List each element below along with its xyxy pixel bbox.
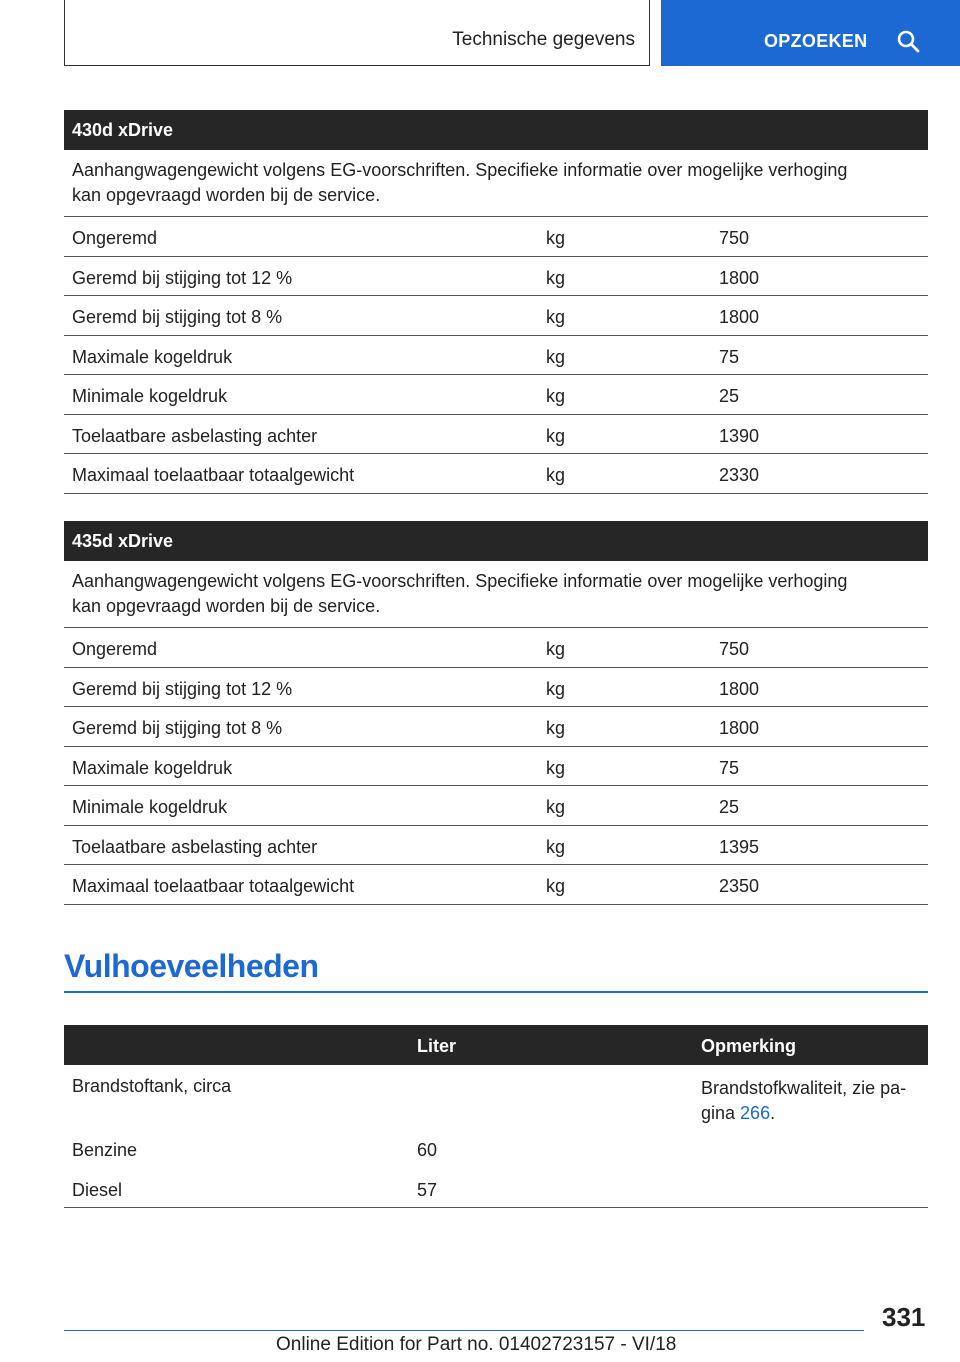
- table-row: [64, 296, 928, 336]
- row-label: Geremd bij stijging tot 12 %: [72, 267, 293, 288]
- table-row: [64, 628, 928, 668]
- row-value: 1800: [719, 267, 760, 288]
- row-unit: kg: [546, 228, 566, 248]
- row-label: Geremd bij stijging tot 8 %: [72, 718, 283, 738]
- section-divider: [64, 991, 928, 993]
- row-value: 1800: [719, 678, 760, 699]
- row-value: 25: [719, 797, 740, 817]
- table-row: [64, 668, 928, 708]
- table-row: [64, 865, 928, 905]
- table-row: [64, 1065, 928, 1129]
- table-435d: [64, 521, 928, 905]
- row-value: 2350: [719, 876, 760, 896]
- row-value: 750: [719, 639, 750, 659]
- col-header-liter: Liter: [417, 1036, 457, 1056]
- row-liter: 57: [417, 1179, 438, 1200]
- row-label: Ongeremd: [72, 639, 158, 659]
- table-430d: [64, 110, 928, 494]
- row-liter: 60: [417, 1140, 438, 1160]
- row-label: Minimale kogeldruk: [72, 797, 228, 817]
- table-row: [64, 257, 928, 297]
- row-unit: kg: [546, 465, 566, 485]
- row-label: Benzine: [72, 1140, 138, 1160]
- table-row: [64, 1169, 928, 1209]
- table-row: [64, 786, 928, 826]
- row-value: 1800: [719, 718, 760, 738]
- row-label: Brandstoftank, circa: [72, 1076, 232, 1096]
- footer-edition: Online Edition for Part no. 01402723157 - VI/18: [276, 1334, 677, 1355]
- note-prefix: gina: [701, 1103, 741, 1123]
- row-unit: kg: [546, 307, 566, 327]
- section-title: Vulhoeveelheden: [64, 948, 319, 984]
- row-label: Maximaal toelaatbaar totaalgewicht: [72, 876, 355, 896]
- note-line: Brandstofkwaliteit, zie pa-: [701, 1078, 907, 1098]
- row-unit: kg: [546, 797, 566, 817]
- row-value: 1800: [719, 307, 760, 327]
- footer-divider: [64, 1330, 864, 1331]
- table-row: [64, 415, 928, 455]
- col-header-opmerking: Opmerking: [701, 1036, 797, 1056]
- search-button-label: OPZOEKEN: [764, 31, 868, 51]
- row-label: Diesel: [72, 1179, 123, 1200]
- description-line: Aanhangwagengewicht volgens EG-voorschriften. Specifieke informatie over mogelijke verhoging: [72, 160, 848, 180]
- row-unit: kg: [546, 836, 566, 857]
- row-unit: kg: [546, 346, 566, 367]
- table-row: [64, 336, 928, 376]
- row-note: [701, 1076, 906, 1126]
- table-row: [64, 826, 928, 866]
- row-value: 2330: [719, 465, 760, 485]
- row-label: Maximale kogeldruk: [72, 757, 233, 778]
- row-unit: kg: [546, 639, 566, 659]
- row-unit: kg: [546, 718, 566, 738]
- table-header: [64, 1025, 928, 1065]
- table-row: [64, 747, 928, 787]
- row-unit: kg: [546, 386, 566, 406]
- row-label: Ongeremd: [72, 228, 158, 248]
- header-title: Technische gegevens: [452, 29, 635, 50]
- search-button[interactable]: [661, 0, 960, 66]
- row-unit: kg: [546, 757, 566, 778]
- table-row: [64, 707, 928, 747]
- table-row: [64, 375, 928, 415]
- row-value: 1395: [719, 836, 760, 857]
- table-title: 430d xDrive: [64, 110, 928, 150]
- header-title-box: [64, 0, 650, 66]
- row-value: 75: [719, 346, 740, 367]
- note-suffix: .: [770, 1103, 776, 1123]
- row-value: 1390: [719, 425, 760, 446]
- table-title: 435d xDrive: [64, 521, 928, 561]
- row-label: Geremd bij stijging tot 8 %: [72, 307, 283, 327]
- table-row: [64, 1129, 928, 1169]
- row-label: Minimale kogeldruk: [72, 386, 228, 406]
- row-label: Geremd bij stijging tot 12 %: [72, 678, 293, 699]
- table-row: [64, 217, 928, 257]
- row-unit: kg: [546, 678, 566, 699]
- table-description: [64, 561, 928, 628]
- row-value: 75: [719, 757, 740, 778]
- search-icon: [896, 29, 920, 53]
- row-unit: kg: [546, 267, 566, 288]
- row-label: Maximaal toelaatbaar totaalgewicht: [72, 465, 355, 485]
- table-row: [64, 454, 928, 494]
- row-value: 25: [719, 386, 740, 406]
- page-link[interactable]: 266: [740, 1103, 771, 1123]
- description-line: kan opgevraagd worden bij de service.: [72, 185, 381, 205]
- row-unit: kg: [546, 876, 566, 896]
- row-label: Toelaatbare asbelasting achter: [72, 836, 318, 857]
- row-label: Toelaatbare asbelasting achter: [72, 425, 318, 446]
- row-label: Maximale kogeldruk: [72, 346, 233, 367]
- table-vulhoeveelheden: [64, 1025, 928, 1208]
- description-line: kan opgevraagd worden bij de service.: [72, 596, 381, 616]
- page-number: 331: [882, 1302, 926, 1332]
- description-line: Aanhangwagengewicht volgens EG-voorschriften. Specifieke informatie over mogelijke verhoging: [72, 571, 848, 591]
- row-value: 750: [719, 228, 750, 248]
- row-unit: kg: [546, 425, 566, 446]
- table-description: [64, 150, 928, 217]
